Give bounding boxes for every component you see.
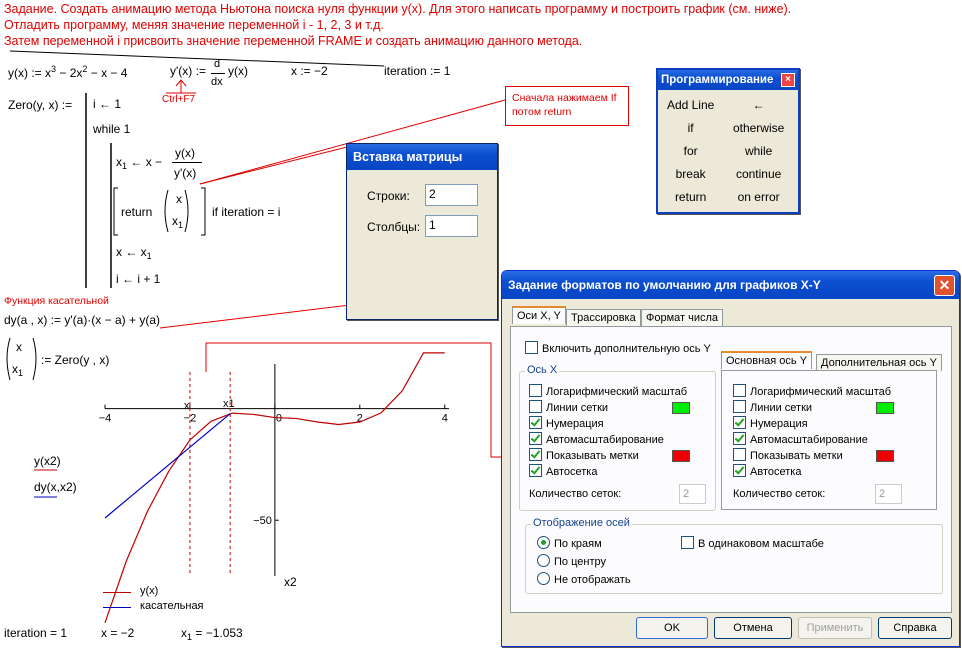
axis-y-autoscale-checkbox[interactable] [733,432,746,445]
axis-x-autogrid-checkbox[interactable] [529,464,542,477]
axis-y-marks-color-swatch[interactable] [876,450,894,462]
legend-tangent: касательная [140,600,204,612]
xy-format-title-text: Задание форматов по умолчанию для графиков X-Y [508,278,821,292]
on-error-button[interactable]: on error [737,189,780,204]
axis-x-autoscale-checkbox[interactable] [529,432,542,445]
axis-y-autoscale-option[interactable] [733,432,868,446]
xy-format-dialog-title[interactable] [502,271,959,299]
task-line-1: Задание. Создать анимацию метода Ньютона поиска нуля функции y(x). Для этого написать программу и построить график (см. ниже). [4,2,792,16]
ctrl-hint: Ctrl+F7 [162,94,196,105]
y-tick-label: −50 [253,515,272,528]
axis-x-grid-lines-label: Линии сетки [546,402,609,414]
axis-x-legend: Ось X [527,364,558,376]
axis-y-show-marks-option[interactable] [733,448,843,462]
newton-denominator: y'(x) [174,166,197,180]
deriv-d: d [214,58,221,70]
rows-label: Строки: [367,189,410,203]
x-tick-label: 2 [356,412,363,425]
axis-y-show-marks-label: Показывать метки [750,450,843,462]
zero-call[interactable]: := Zero(y , x) [41,353,110,367]
matrix-dialog[interactable] [346,143,498,320]
apply-button[interactable]: Применить [798,617,872,639]
axis-y-grid-color-swatch[interactable] [876,402,894,414]
axis-y-show-marks-checkbox[interactable] [733,448,746,461]
continue-button[interactable]: continue [735,166,782,181]
add-line-button[interactable]: Add Line [666,97,715,112]
grid-count-x-input[interactable]: 2 [679,484,706,504]
axis-x-grid-color-swatch[interactable] [672,402,690,414]
zero-definition[interactable]: Zero(y, x) := [8,98,73,112]
axis-x-grid-lines-checkbox[interactable] [529,400,542,413]
x-tick-label: 0 [275,412,282,425]
return-button[interactable]: return [674,189,707,204]
prog-x-assign: x ← $x_1$ [116,245,152,261]
axis-y-log-scale-option[interactable] [733,384,891,398]
marker-x1-label: x1 [223,398,235,410]
programming-grid [658,93,794,208]
prog-if: if iteration = i [212,205,281,219]
hint-box: Сначала нажимаем If потом return [505,86,629,126]
axis-y-autogrid-checkbox[interactable] [733,464,746,477]
assign-arrow-button[interactable]: ← [752,97,765,112]
programming-toolbar-title-text: Программирование [661,74,774,86]
x-tick-label: −2 [183,412,197,425]
return-vec-x1: $x_1$ [172,214,184,230]
axis-y-autogrid-option[interactable] [733,464,801,478]
deriv-y: y(x) [228,64,248,78]
radio-edges-button[interactable] [537,536,550,549]
cancel-button[interactable]: Отмена [714,617,792,639]
axes-display-legend: Отображение осей [533,517,630,529]
ok-button[interactable]: OK [636,617,708,639]
axis-y-autogrid-label: Автосетка [750,466,802,478]
x-initial[interactable]: x := −2 [291,64,328,78]
axis-x-log-scale-option[interactable] [529,384,687,398]
radio-center[interactable]: По центру [537,554,606,568]
radio-none-button[interactable] [537,572,550,585]
programming-toolbar[interactable] [656,68,800,214]
tangent-caption: Функция касательной [4,295,109,307]
radio-edges[interactable]: По краям [537,536,602,550]
lhs-vec-x1: $x_1$ [12,362,24,378]
task-line-3: Затем переменной i присвоить значение переменной FRAME и создать анимацию данного метода. [4,34,583,48]
axis-x-show-marks-checkbox[interactable] [529,448,542,461]
axis-y-grid-lines-label: Линии сетки [750,402,813,414]
cols-label: Столбцы: [367,220,421,234]
x-tick-label: −4 [98,412,112,425]
axis-y-numbering-option[interactable] [733,416,808,430]
tab-primary-y[interactable]: Основная ось Y [721,351,812,369]
cols-input[interactable]: 1 [425,215,478,237]
break-button[interactable]: break [675,166,706,181]
axis-x-autogrid-option[interactable] [529,464,597,478]
axis-x-numbering-option[interactable] [529,416,604,430]
close-icon[interactable]: ✕ [934,275,955,296]
axis-x-autoscale-option[interactable] [529,432,664,446]
iteration-assign[interactable]: iteration := 1 [384,64,451,78]
close-icon[interactable]: × [781,73,795,87]
grid-count-y-label: Количество сеток: [733,488,826,500]
legend-swatch-tangent [103,607,131,608]
derivative-definition[interactable]: y'(x) := [170,64,206,78]
while-button[interactable]: while [744,143,773,158]
grid-count-y-input[interactable]: 2 [875,484,902,504]
axis-x-grid-lines-option[interactable] [529,400,608,414]
axis-y-grid-lines-option[interactable] [733,400,812,414]
result-iteration: iteration = 1 [4,626,68,640]
if-button[interactable]: if [687,120,694,135]
rows-input[interactable]: 2 [425,184,478,206]
legend-y: y(x) [140,585,159,597]
axis-x-log-scale-checkbox[interactable] [529,384,542,397]
secondary-y-checkbox[interactable] [525,341,538,354]
axis-y-numbering-checkbox[interactable] [733,416,746,429]
radio-center-button[interactable] [537,554,550,567]
marker-x-label: x [184,400,190,412]
ylabel-2: dy(x,x2) [34,480,77,494]
deriv-dx: dx [211,76,223,88]
axis-x-numbering-checkbox[interactable] [529,416,542,429]
ylabel-1: y(x2) [34,454,61,468]
series-line-1 [105,414,230,518]
otherwise-button[interactable]: otherwise [732,120,785,135]
help-button[interactable]: Справка [878,617,952,639]
task-line-2: Отладить программу, меняя значение переменной i - 1, 2, 3 и т.д. [4,18,384,32]
axis-x-marks-color-swatch[interactable] [672,450,690,462]
result-x1: $x_1 = -1.053$ [181,626,243,642]
tab-panel [510,326,952,613]
tangent-definition[interactable]: dy(a , x) := y'(a)·(x − a) + y(a) [4,313,160,327]
prog-return: return [121,205,153,219]
secondary-y-option[interactable]: Включить дополнительную ось Y [525,341,711,355]
axis-y-grid-lines-checkbox[interactable] [733,400,746,413]
tab-axes[interactable]: Оси X, Y [512,306,566,324]
tab-secondary-y[interactable]: Дополнительная ось Y [816,354,942,371]
prog-line-newton: $x_1$ ← x − [116,155,163,171]
axis-x-show-marks-label: Показывать метки [546,450,639,462]
grid-count-x-label: Количество сеток: [529,488,622,500]
axis-y-autoscale-label: Автомасштабирование [750,434,868,446]
axis-x-autoscale-label: Автомасштабирование [546,434,664,446]
x-tick-label: 4 [441,412,448,425]
prog-i-inc: i ← i + 1 [116,272,161,286]
xlabel: x2 [284,575,297,589]
axis-x-log-scale-label: Логарифмический масштаб [546,386,688,398]
return-vec-x: x [176,192,182,206]
matrix-dialog-title[interactable]: Вставка матрицы [347,144,497,170]
axis-x-autogrid-label: Автосетка [546,466,598,478]
axis-x-numbering-label: Нумерация [546,418,604,430]
lhs-vec-x: x [16,340,22,354]
newton-numerator: y(x) [175,146,195,160]
equal-scale-checkbox[interactable] [681,536,694,549]
function-definition[interactable]: y(x) := $x^3 - 2x^2 - x - 4$ [8,64,128,80]
tab-number-format[interactable]: Формат числа [641,309,723,326]
for-button[interactable]: for [683,143,698,158]
axis-x-show-marks-option[interactable] [529,448,639,462]
equal-scale-option[interactable]: В одинаковом масштабе [681,536,824,550]
axis-y-numbering-label: Нумерация [750,418,808,430]
result-x: x = −2 [101,626,135,640]
tab-trace[interactable]: Трассировка [566,309,641,326]
xy-format-dialog[interactable] [501,270,960,647]
prog-line-i: i ← 1 [93,97,122,111]
radio-none[interactable]: Не отображать [537,572,631,586]
legend-swatch-y [103,592,131,593]
prog-line-while: while 1 [93,122,131,136]
programming-toolbar-title[interactable] [658,70,798,90]
axis-y-log-scale-checkbox[interactable] [733,384,746,397]
axis-y-log-scale-label: Логарифмический масштаб [750,386,892,398]
